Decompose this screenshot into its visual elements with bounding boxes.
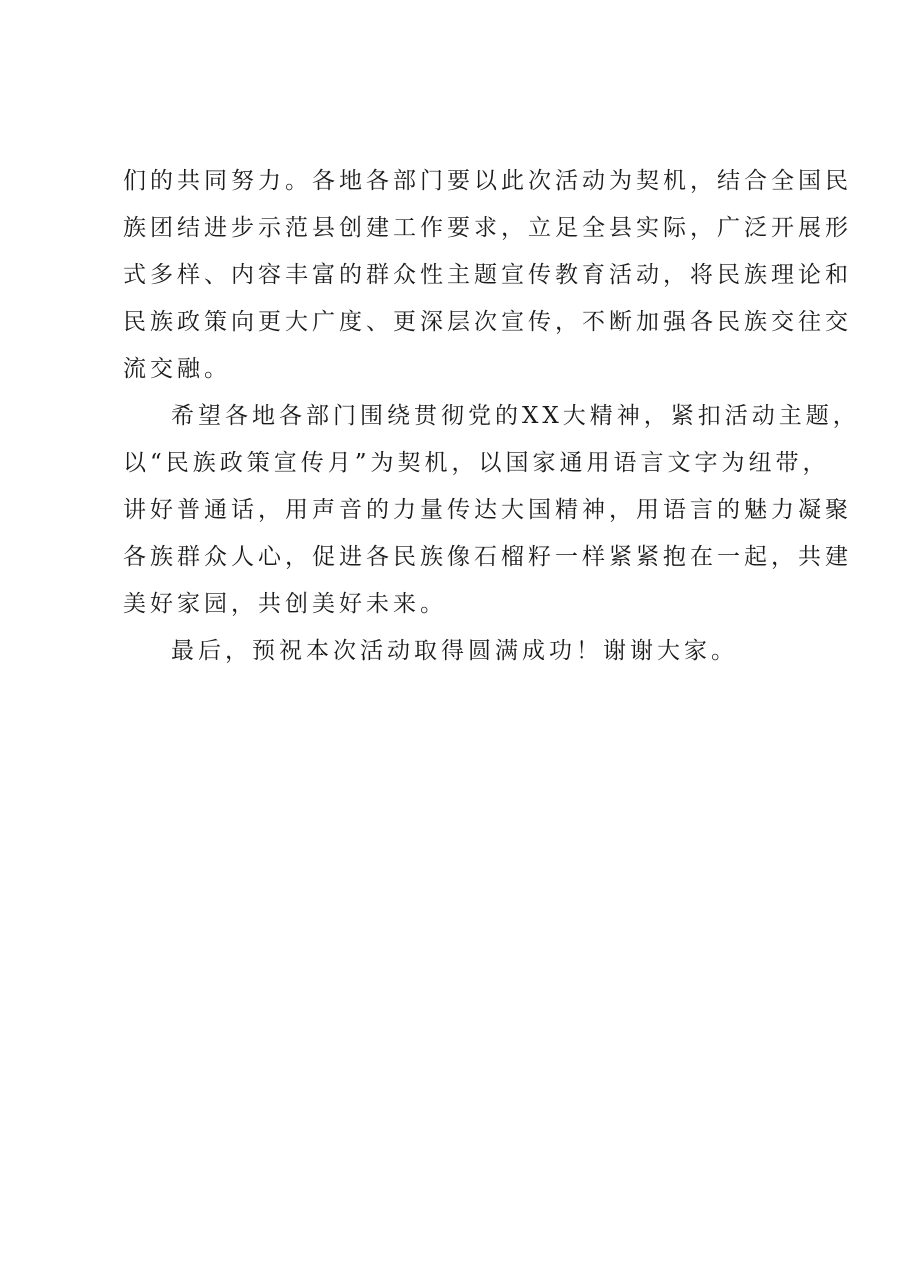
paragraph: [123, 393, 860, 628]
text-line: 希望各地各部门围绕贯彻党的XX大精神，紧扣活动主题，: [171, 403, 860, 429]
paragraph: [123, 628, 795, 675]
paragraph: [123, 158, 852, 393]
document-body: [123, 158, 860, 675]
text-line: 式多样、内容丰富的群众性主题宣传教育活动，将民族理论和: [123, 262, 852, 288]
text-line: 美好家园，共创美好未来。: [123, 591, 447, 617]
text-line: 流交融。: [123, 356, 231, 382]
text-line: 各族群众人心，促进各民族像石榴籽一样紧紧抱在一起，共建: [123, 544, 852, 570]
text-line: 们的共同努力。各地各部门要以此次活动为契机，结合全国民: [123, 168, 852, 194]
text-line: 民族政策向更大广度、更深层次宣传，不断加强各民族交往交: [123, 309, 852, 335]
text-line: 以“民族政策宣传月”为契机，以国家通用语言文字为纽带，: [123, 450, 830, 476]
text-line: 讲好普通话，用声音的力量传达大国精神，用语言的魅力凝聚: [123, 497, 852, 523]
text-line: 族团结进步示范县创建工作要求，立足全县实际，广泛开展形: [123, 215, 852, 241]
text-line: 最后，预祝本次活动取得圆满成功！谢谢大家。: [171, 638, 738, 664]
